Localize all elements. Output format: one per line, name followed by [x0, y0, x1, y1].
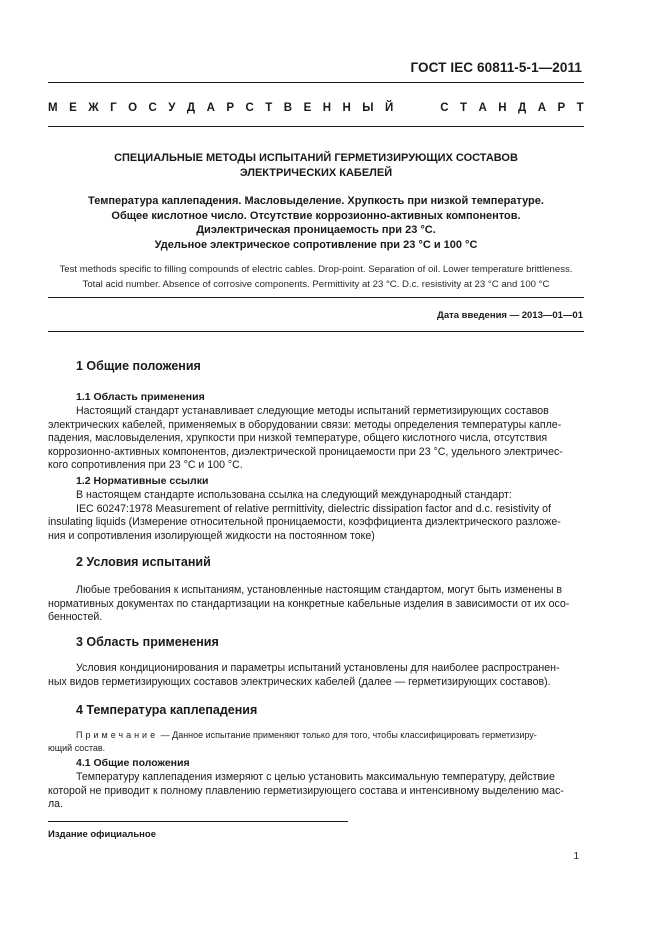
- introduction-date: Дата введения — 2013—01—01: [437, 310, 583, 321]
- title-line: ЭЛЕКТРИЧЕСКИХ КАБЕЛЕЙ: [239, 167, 393, 179]
- footer-rule: [48, 821, 348, 822]
- banner-letter: Н: [498, 102, 507, 114]
- section-1-1-text: [48, 405, 584, 473]
- text-line: ющий состав.: [48, 743, 106, 753]
- title-line: СПЕЦИАЛЬНЫЕ МЕТОДЫ ИСПЫТАНИЙ ГЕРМЕТИЗИРУЮЩИХ СОСТАВОВ: [114, 152, 518, 164]
- section-1-2-text: [48, 489, 584, 543]
- section-2-text: [48, 584, 584, 625]
- document-title: [48, 151, 584, 181]
- banner-letter: Е: [303, 102, 312, 114]
- gost-code: ГОСТ IEC 60811-5-1—2011: [410, 60, 582, 75]
- text-line: Условия кондиционирования и параметры испытаний установлены для наиболее распространен-: [76, 662, 560, 674]
- banner-letter: С: [148, 102, 157, 114]
- text-line: Любые требования к испытаниям, установленные настоящим стандартом, могут быть изменены в: [76, 584, 563, 596]
- text-line: падения, масловыделения, хрупкости при низкой температуре, общего кислотного числа, отсутствия: [48, 432, 548, 444]
- section-1-2-heading: 1.2 Нормативные ссылки: [76, 475, 209, 487]
- date-rule: [48, 331, 584, 332]
- text-line: кого сопротивления при 23 °С и 100 °С.: [48, 459, 243, 471]
- banner-letter: Т: [459, 102, 468, 114]
- text-line: коррозионно-активных компонентов, диэлектрической проницаемости при 23 °С, удельного электричес-: [48, 445, 563, 458]
- banner-rule: [48, 126, 584, 127]
- section-4-1-text: [48, 771, 584, 812]
- banner-letter: А: [206, 102, 215, 114]
- text-line: В настоящем стандарте использована ссылка на следующий международный стандарт:: [76, 489, 512, 501]
- banner-letter: Д: [518, 102, 527, 114]
- english-title-line: Test methods specific to filling compounds of electric cables. Drop-point. Separation of oil. Lower temperature brittleness.: [59, 264, 573, 275]
- banner-word-gap: [405, 102, 429, 114]
- banner-letter: Т: [265, 102, 273, 114]
- english-title-line: Total acid number. Absence of corrosive components. Permittivity at 23 °С. D.c. resistivity at 23 °С and 100 °С: [82, 279, 550, 290]
- banner-letter: О: [128, 102, 138, 114]
- subtitle-line: Удельное электрическое сопротивление при 23 °С и 100 °С: [154, 238, 478, 251]
- banner-letter: Ж: [88, 102, 99, 114]
- text-line: которой не приводит к полному плавлению герметизирующего состава и интенсивному выделению мас-: [48, 784, 564, 797]
- page-number: 1: [573, 851, 579, 862]
- section-3-heading: 3 Область применения: [76, 635, 219, 649]
- banner-letter: Г: [110, 102, 117, 114]
- text-line: ния и сопротивления изолирующей жидкости на постоянном токе): [48, 529, 375, 542]
- banner-letter: Н: [342, 102, 351, 114]
- note-label: Примечание: [76, 730, 159, 740]
- banner-letter: Ы: [362, 102, 374, 114]
- text-line: IEC 60247:1978 Measurement of relative permittivity, dielectric dissipation factor and d.c. resistivity of: [76, 502, 551, 515]
- banner-letter: Т: [576, 102, 584, 114]
- text-line: нормативных документах по стандартизации на конкретные кабельные изделия в зависимости от их осо-: [48, 597, 570, 610]
- subtitle-line: Общее кислотное число. Отсутствие коррозионно-активных компонентов.: [111, 209, 521, 222]
- banner-letter: Д: [186, 102, 196, 114]
- section-4-heading: 4 Температура каплепадения: [76, 703, 258, 717]
- section-1-1-heading: 1.1 Область применения: [76, 391, 205, 403]
- banner-letter: А: [537, 102, 547, 114]
- banner-letter: В: [283, 102, 293, 114]
- title-rule: [48, 297, 584, 298]
- banner-letter: У: [168, 102, 176, 114]
- banner-letter: Р: [226, 102, 235, 114]
- banner-letter: Н: [322, 102, 332, 114]
- section-4-1-heading: 4.1 Общие положения: [76, 757, 190, 769]
- text-line: электрических кабелей, применяемых в оборудовании связи: методы определения температуры капле-: [48, 418, 562, 431]
- official-edition-label: Издание официальное: [48, 829, 156, 840]
- text-line: ных видов герметизирующих составов электрических кабелей (далее — герметизирующих составов).: [48, 675, 551, 688]
- subtitle-line: Диэлектрическая проницаемость при 23 °С.: [196, 224, 436, 236]
- banner-letter: С: [245, 102, 254, 114]
- text-line: бенностей.: [48, 611, 103, 623]
- banner-letter: М: [48, 102, 58, 114]
- banner-letter: А: [478, 102, 487, 114]
- subtitle-line: Температура каплепадения. Масловыделение. Хрупкость при низкой температуре.: [88, 195, 544, 207]
- text-line: Температуру каплепадения измеряют с целью установить максимальную температуру, действие: [76, 771, 555, 783]
- text-line: insulating liquids (Измерение относительной проницаемости, коэффициента диэлектрического разложе-: [48, 516, 561, 528]
- banner-letter: С: [440, 102, 449, 114]
- banner-letter: Р: [557, 102, 566, 114]
- section-2-heading: 2 Условия испытаний: [76, 555, 211, 569]
- banner-letter: Е: [69, 102, 77, 114]
- text-line: Примечание — Данное испытание применяют только для того, чтобы классифицировать герметизиру-: [76, 730, 537, 740]
- banner-letter: Й: [385, 102, 394, 114]
- interstate-standard-banner: [48, 102, 584, 114]
- header-rule: [48, 82, 584, 83]
- english-title: [48, 262, 584, 292]
- text-line: ла.: [48, 798, 64, 810]
- section-3-text: [48, 662, 584, 689]
- section-1-heading: 1 Общие положения: [76, 359, 201, 373]
- document-subtitle: [48, 194, 584, 252]
- section-4-note: [48, 729, 584, 755]
- text-line: Настоящий стандарт устанавливает следующие методы испытаний герметизирующих составов: [76, 405, 549, 417]
